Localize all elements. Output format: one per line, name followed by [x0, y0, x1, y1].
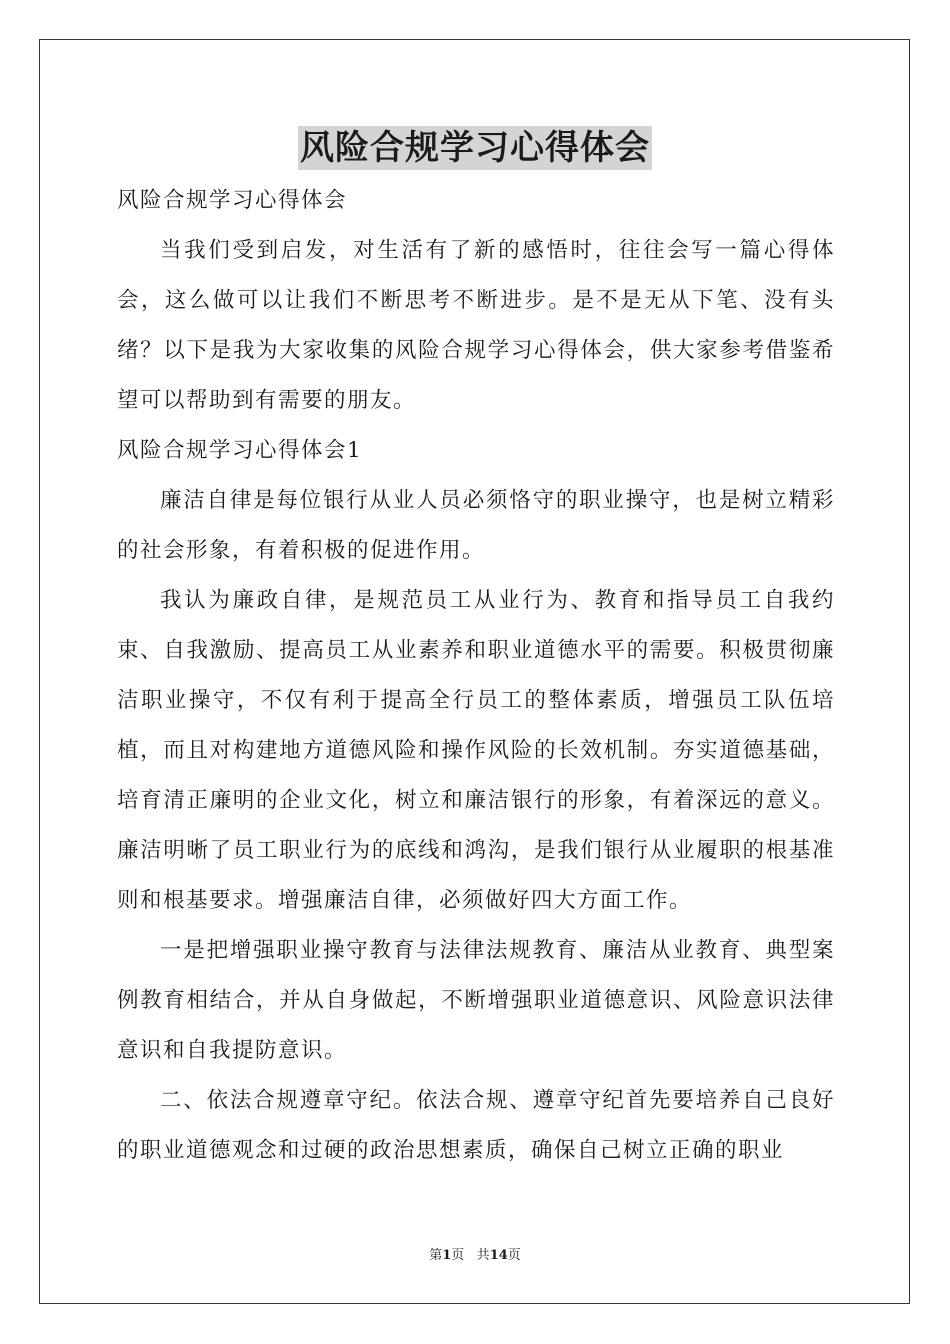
paragraph-body: 一是把增强职业操守教育与法律法规教育、廉洁从业教育、典型案例教育相结合，并从自身做起，不断增强职业道德意识、风险意识法律意识和自我提防意识。: [117, 938, 835, 1063]
paragraph-intro: 当我们受到启发，对生活有了新的感悟时，往往会写一篇心得体会，这么做可以让我们不断思考不断进步。是不是无从下笔、没有头绪？以下是我为大家收集的风险合规学习心得体会，供大家参考借鉴希望可以帮助到有需要的朋友。: [117, 238, 835, 413]
paragraph-section-heading: 风险合规学习心得体会1: [117, 438, 363, 463]
footer-page-prefix: 第: [429, 1248, 443, 1263]
document-title-container: [0, 126, 950, 176]
document-body: [117, 176, 835, 1176]
footer-page-suffix: 页: [451, 1248, 465, 1263]
document-title: 风险合规学习心得体会: [300, 128, 650, 168]
paragraph-body: 我认为廉政自律，是规范员工从业行为、教育和指导员工自我约束、自我激励、提高员工从业素养和职业道德水平的需要。积极贯彻廉洁职业操守，不仅有利于提高全行员工的整体素质，增强员工队伍培植，而且对构建地方道德风险和操作风险的长效机制。夯实道德基础，培育清正廉明的企业文化，树立和廉洁银行的形象，有着深远的意义。廉洁明晰了员工职业行为的底线和鸿沟，是我们银行从业履职的根基准则和根基要求。增强廉洁自律，必须做好四大方面工作。: [117, 588, 835, 913]
footer-total-suffix: 页: [507, 1248, 521, 1263]
footer-page-number: 1: [442, 1248, 452, 1263]
footer-total-prefix: 共: [476, 1248, 490, 1263]
page-footer: [0, 1246, 950, 1266]
paragraph-body: 廉洁自律是每位银行从业人员必须恪守的职业操守，也是树立精彩的社会形象，有着积极的促进作用。: [117, 488, 835, 563]
footer-total-pages: 14: [489, 1248, 508, 1263]
paragraph-body: 二、依法合规遵章守纪。依法合规、遵章守纪首先要培养自己良好的职业道德观念和过硬的政治思想素质，确保自己树立正确的职业: [117, 1088, 835, 1163]
paragraph-subtitle: 风险合规学习心得体会: [117, 188, 348, 213]
